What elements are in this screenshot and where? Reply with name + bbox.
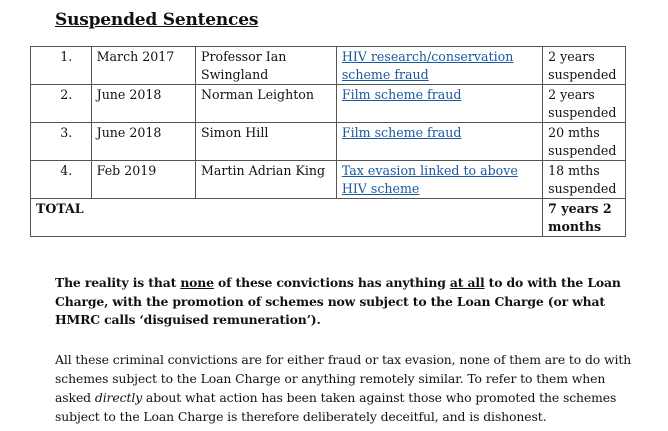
row-term: 20 mths suspended [543, 123, 626, 161]
total-label: TOTAL [31, 199, 543, 237]
table-row [31, 161, 626, 199]
summary-text: The reality is that [55, 275, 181, 291]
row-name: Martin Adrian King [196, 161, 337, 199]
row-number: 2. [31, 85, 92, 123]
emphasis-at-all: at all [449, 275, 485, 291]
row-offence [336, 47, 542, 85]
row-term: 2 years suspended [543, 47, 626, 85]
row-date: June 2018 [91, 85, 195, 123]
row-number: 1. [31, 47, 92, 85]
row-name: Professor Ian Swingland [196, 47, 337, 85]
offence-link[interactable]: Tax evasion linked to above HIV scheme [341, 163, 518, 196]
body-text: about what action has been taken against those who promoted the schemes subject to the Loan Charge is therefore deliberately deceitful, and is dishonest. [55, 390, 617, 425]
table-row [31, 85, 626, 123]
row-number: 3. [31, 123, 92, 161]
page-heading: Suspended Sentences [55, 10, 259, 30]
summary-text: of these convictions has anything [213, 275, 450, 291]
row-term: 18 mths suspended [543, 161, 626, 199]
table-row [31, 123, 626, 161]
total-value: 7 years 2 months [543, 199, 626, 237]
row-date: March 2017 [91, 47, 195, 85]
emphasis-directly: directly [94, 390, 143, 406]
offence-link[interactable]: HIV research/conservation scheme fraud [341, 49, 514, 82]
row-offence [336, 85, 542, 123]
row-date: June 2018 [91, 123, 195, 161]
row-offence [336, 123, 542, 161]
body-paragraph [55, 350, 640, 426]
summary-text: to do with the Loan Charge, with the promotion of schemes now subject to the Loan Charge (or what HMRC calls ‘disguised remuneration’). [55, 275, 621, 328]
row-term: 2 years suspended [543, 85, 626, 123]
sentences-table [30, 46, 626, 237]
summary-paragraph [55, 274, 635, 330]
row-name: Norman Leighton [196, 85, 337, 123]
row-date: Feb 2019 [91, 161, 195, 199]
table-row [31, 47, 626, 85]
offence-link[interactable]: Film scheme fraud [341, 125, 462, 140]
row-offence [336, 161, 542, 199]
row-name: Simon Hill [196, 123, 337, 161]
row-number: 4. [31, 161, 92, 199]
offence-link[interactable]: Film scheme fraud [341, 87, 462, 102]
emphasis-none: none [180, 275, 214, 291]
body-text: All these criminal convictions are for either fraud or tax evasion, none of them are to do with schemes subject to the Loan Charge or anything remotely similar. To refer to them when asked [55, 352, 632, 406]
total-row [31, 199, 626, 237]
